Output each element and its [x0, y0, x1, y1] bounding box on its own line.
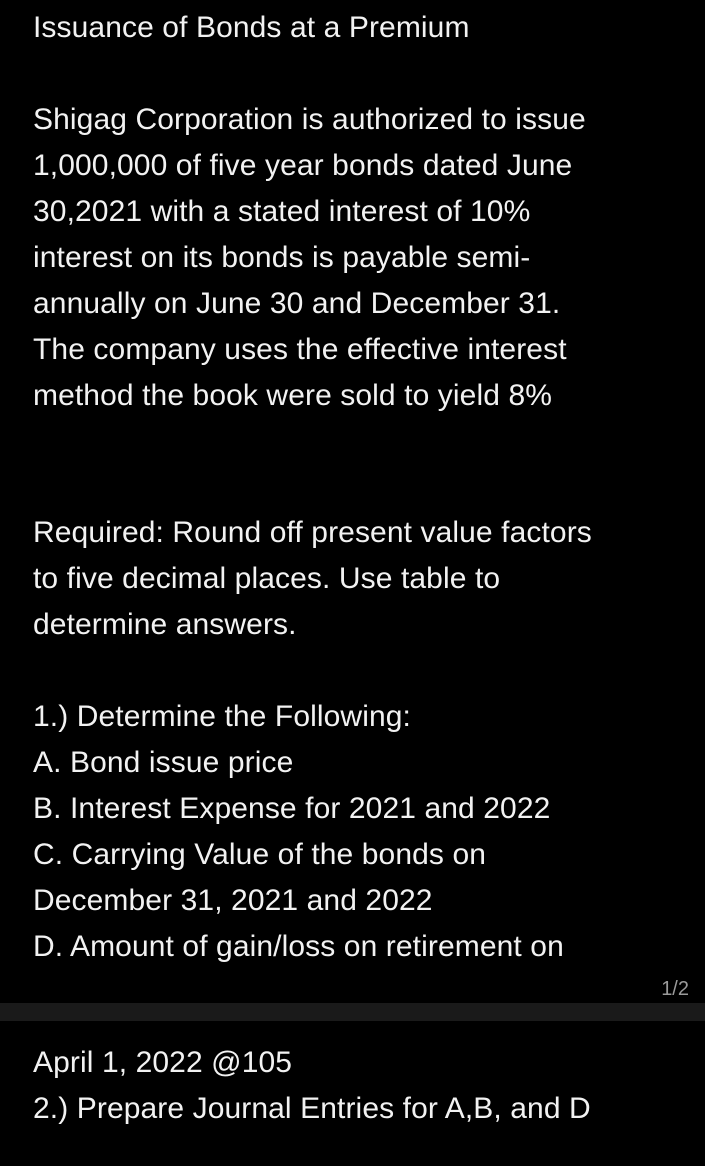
question-item: A. Bond issue price	[33, 746, 294, 779]
question-heading: 1.) Determine the Following:	[33, 700, 411, 733]
required-line: determine answers.	[33, 608, 297, 641]
question-item: D. Amount of gain/loss on retirement on	[33, 930, 564, 963]
question-item: C. Carrying Value of the bonds on	[33, 838, 487, 871]
page-indicator: 1/2	[661, 978, 689, 1000]
question-item: B. Interest Expense for 2021 and 2022	[33, 792, 551, 825]
paragraph-line: The company uses the effective interest	[33, 333, 567, 366]
question-item: December 31, 2021 and 2022	[33, 884, 433, 917]
required-line: Required: Round off present value factors	[33, 516, 592, 549]
paragraph-line: 1,000,000 of five year bonds dated June	[33, 149, 573, 182]
paragraph-line: interest on its bonds is payable semi-	[33, 241, 531, 274]
question-item: April 1, 2022 @105	[33, 1046, 293, 1079]
paragraph-line: Shigag Corporation is authorized to issue	[33, 103, 586, 136]
required-line: to five decimal places. Use table to	[33, 562, 501, 595]
document-title: Issuance of Bonds at a Premium	[33, 11, 470, 44]
paragraph-line: annually on June 30 and December 31.	[33, 287, 561, 320]
page-2	[0, 1021, 705, 1166]
question-heading: 2.) Prepare Journal Entries for A,B, and D	[33, 1092, 591, 1125]
paragraph-line: 30,2021 with a stated interest of 10%	[33, 195, 531, 228]
page-divider	[0, 1003, 705, 1021]
paragraph-line: method the book were sold to yield 8%	[33, 379, 553, 412]
